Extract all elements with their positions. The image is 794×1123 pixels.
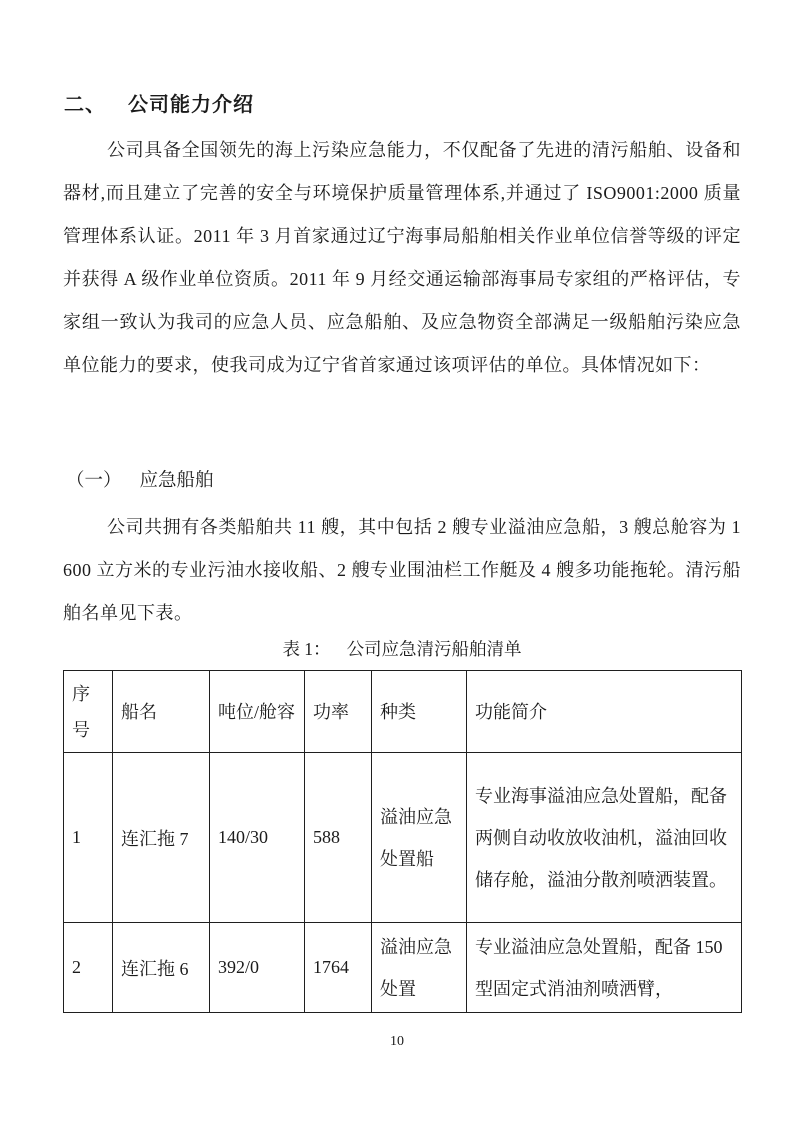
cell-ship-name: 连汇拖 6 — [113, 923, 210, 1013]
cell-ship-name: 连汇拖 7 — [113, 753, 210, 923]
cell-tonnage: 392/0 — [210, 923, 305, 1013]
header-cell-no: 序号 — [64, 671, 113, 753]
page-number: 10 — [390, 1034, 404, 1049]
subsection-title: 应急船舶 — [139, 471, 214, 491]
cell-no: 2 — [64, 923, 113, 1013]
cell-ship-type — [372, 923, 467, 1013]
section-heading — [64, 88, 254, 117]
cell-power: 588 — [305, 753, 372, 923]
subsection-heading — [66, 466, 214, 492]
table-row — [64, 923, 742, 1013]
paragraph-fleet-overview: 公司共拥有各类船舶共 11 艘，其中包括 2 艘专业溢油应急船，3 艘总舱容为 1600 立方米的专业污油水接收船、2 艘专业围油栏工作艇及 4 艘多功能拖轮。清污船舶名单见下表。 — [63, 517, 741, 623]
cell-power: 1764 — [305, 923, 372, 1013]
ships-table — [63, 670, 742, 1013]
ship-type-text: 溢油应急处置船 — [380, 806, 452, 869]
function-desc-text: 专业海事溢油应急处置船，配备两侧自动收放收油机，溢油回收储存舱，溢油分散剂喷洒装置。 — [475, 785, 727, 890]
cell-function-desc — [467, 753, 742, 923]
table-caption — [63, 636, 741, 661]
header-cell-tonnage: 吨位/舱容 — [210, 671, 305, 753]
table-caption-label: 表 1： — [282, 639, 331, 659]
cell-no: 1 — [64, 753, 113, 923]
table-row — [64, 753, 742, 923]
header-cell-name: 船名 — [113, 671, 210, 753]
cell-tonnage: 140/30 — [210, 753, 305, 923]
section-number: 二、 — [64, 94, 106, 116]
cell-function-desc — [467, 923, 742, 1013]
ship-type-text: 溢油应急处置 — [380, 936, 452, 999]
table-header-row — [64, 671, 742, 753]
header-cell-desc: 功能简介 — [467, 671, 742, 753]
cell-ship-type — [372, 753, 467, 923]
header-cell-type: 种类 — [372, 671, 467, 753]
table-caption-title: 公司应急清污船舶清单 — [346, 639, 522, 659]
header-cell-power: 功率 — [305, 671, 372, 753]
paragraph-company-capability: 公司具备全国领先的海上污染应急能力，不仅配备了先进的清污船舶、设备和器材,而且建立了完善的安全与环境保护质量管理体系,并通过了 ISO9001:2000 质量管理体系认证。2011 年 3 月首家通过辽宁海事局船舶相关作业单位信誉等级的评定并获得 A 级作业单位资质。2011 年 9 月经交通运输部海事局专家组的严格评估，专家组一致认为我司的应急人员、应急船舶、及应急物资全部满足一级船舶污染应急单位能力的要求，使我司成为辽宁省首家通过该项评估的单位。具体情况如下： — [63, 140, 741, 375]
subsection-number: （一） — [66, 471, 122, 491]
function-desc-text: 专业溢油应急处置船，配备 150 型固定式消油剂喷洒臂， — [475, 936, 723, 999]
section-title: 公司能力介绍 — [128, 94, 254, 116]
